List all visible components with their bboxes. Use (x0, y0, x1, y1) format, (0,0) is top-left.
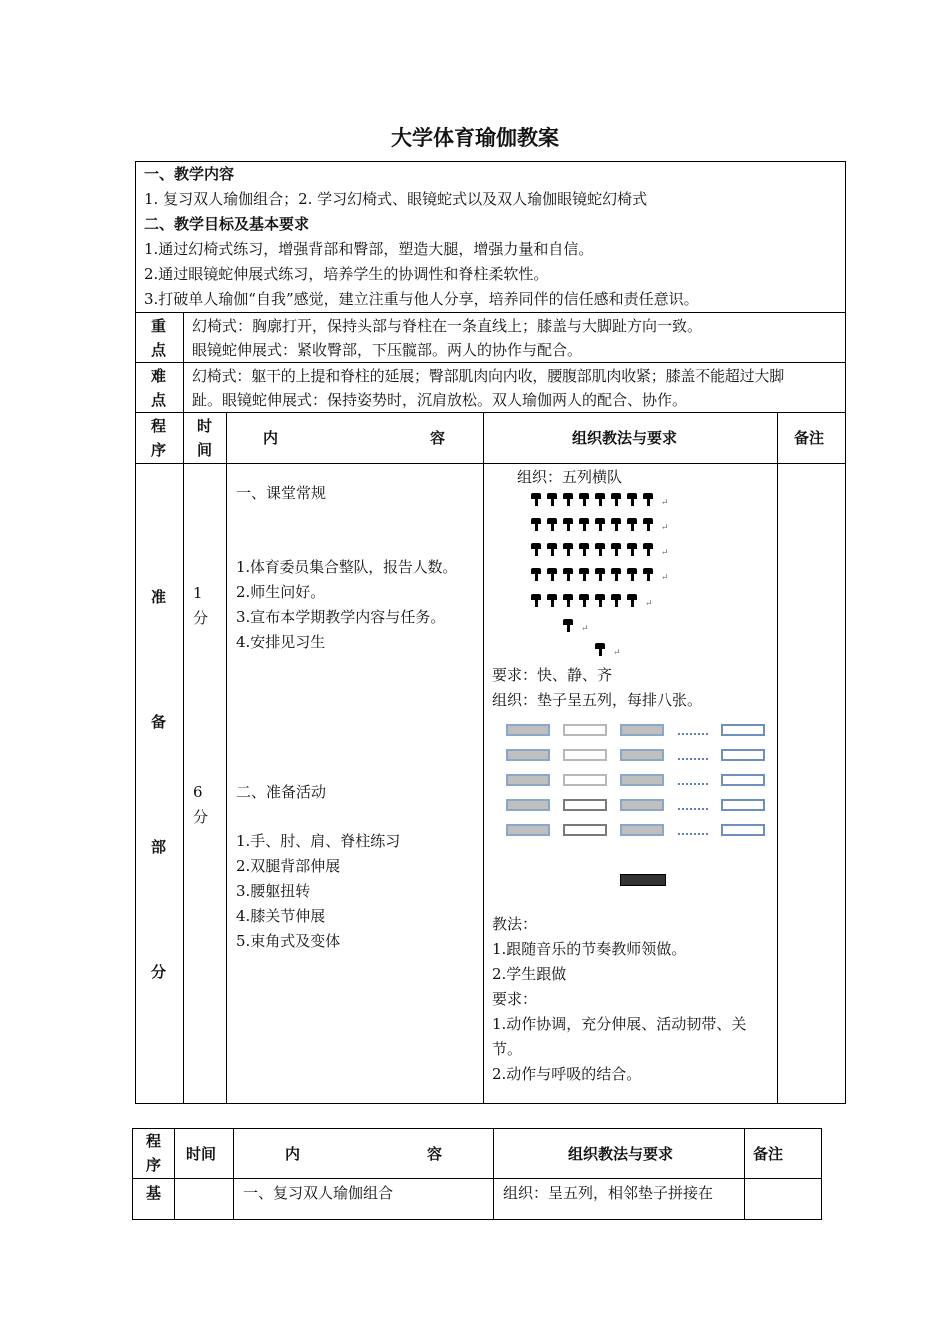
method-line: 教法： (492, 915, 538, 933)
mat-ellipsis (678, 733, 708, 735)
student-icon (611, 568, 621, 581)
yoga-mat (620, 724, 664, 736)
part2-item: 4.膝关节伸展 (236, 907, 326, 925)
yoga-mat (721, 824, 765, 836)
student-icon (579, 543, 589, 556)
part1-item: 1.体育委员集合整队，报告人数。 (236, 558, 458, 576)
key-points-label: 重 (151, 317, 167, 335)
yoga-mat (506, 824, 550, 836)
mat-ellipsis (678, 758, 708, 760)
objective-item: 3.打破单人瑜伽“自我”感觉，建立注重与他人分享，培养同伴的信任感和责任意识。 (144, 290, 699, 308)
student-icon (531, 568, 541, 581)
yoga-mat (506, 724, 550, 736)
student-icon (611, 493, 621, 506)
return-mark-icon: ↵ (581, 624, 589, 634)
student-icon (595, 594, 605, 607)
yoga-mat (721, 799, 765, 811)
student-icon (563, 543, 573, 556)
student-icon (563, 493, 573, 506)
section1-line: 1. 复习双人瑜伽组合；2. 学习幻椅式、眼镜蛇式以及双人瑜伽眼镜蛇幻椅式 (144, 190, 648, 208)
page-title: 大学体育瑜伽教案 (391, 126, 559, 150)
yoga-mat (620, 774, 664, 786)
student-icon (643, 568, 653, 581)
student-icon (547, 518, 557, 531)
student-icon (627, 594, 637, 607)
student-icon (611, 594, 621, 607)
yoga-mat (620, 824, 664, 836)
yoga-mat (563, 824, 607, 836)
method-line: 1.动作协调，充分伸展、活动韧带、关 (492, 1015, 747, 1033)
student-icon (595, 568, 605, 581)
difficulty-line: 趾。眼镜蛇伸展式：保持姿势时，沉肩放松。双人瑜伽两人的配合、协作。 (192, 391, 688, 409)
header-seq: 序 (151, 441, 167, 459)
section1-heading: 一、教学内容 (144, 165, 235, 183)
yoga-mat (721, 724, 765, 736)
yoga-mat (563, 724, 607, 736)
objective-item: 1.通过幻椅式练习，增强背部和臀部，塑造大腿，增强力量和自信。 (144, 240, 594, 258)
student-icon (595, 493, 605, 506)
student-icon (547, 594, 557, 607)
header-content: 容 (430, 429, 446, 447)
part1-item: 4.安排见习生 (236, 633, 326, 651)
method-line: 1.跟随音乐的节奏教师领做。 (492, 940, 687, 958)
difficulty-line: 幻椅式：躯干的上提和脊柱的延展；臀部肌肉向内收，腰腹部肌肉收紧；膝盖不能超过大脚 (192, 367, 785, 385)
yoga-mat (620, 749, 664, 761)
part2-title: 二、准备活动 (236, 783, 327, 801)
student-icon (595, 643, 605, 656)
yoga-mat (721, 749, 765, 761)
method-line: 2.学生跟做 (492, 965, 567, 983)
t2-header-seq: 程 (146, 1132, 162, 1150)
student-icon (595, 543, 605, 556)
part2-item: 2.双腿背部伸展 (236, 857, 341, 875)
part1-title: 一、课堂常规 (236, 484, 327, 502)
student-icon (531, 518, 541, 531)
time-unit: 分 (193, 609, 209, 627)
objective-item: 2.通过眼镜蛇伸展式练习，培养学生的协调性和脊柱柔软性。 (144, 265, 549, 283)
yoga-mat (563, 774, 607, 786)
yoga-mat (506, 799, 550, 811)
student-icon (547, 543, 557, 556)
mat-org-line: 组织：垫子呈五列，每排八张。 (492, 691, 703, 709)
t2-row-content: 一、复习双人瑜伽组合 (243, 1184, 394, 1202)
time-unit: 分 (193, 808, 209, 826)
prep-seq-char: 准 (151, 588, 167, 606)
return-mark-icon: ↵ (613, 648, 621, 658)
time-value: 6 (193, 783, 203, 801)
key-point-line: 眼镜蛇伸展式：紧收臀部，下压髋部。两人的协作与配合。 (192, 341, 583, 359)
yoga-mat (721, 774, 765, 786)
header-time: 间 (197, 441, 213, 459)
student-icon (643, 518, 653, 531)
part1-item: 3.宣布本学期教学内容与任务。 (236, 608, 446, 626)
yoga-mat (506, 774, 550, 786)
prep-seq-char: 备 (151, 713, 167, 731)
difficulties-label: 点 (151, 391, 167, 409)
mat-ellipsis (678, 833, 708, 835)
student-icon (547, 493, 557, 506)
student-icon (531, 543, 541, 556)
key-point-line: 幻椅式：胸廓打开，保持头部与脊柱在一条直线上；膝盖与大脚趾方向一致。 (192, 317, 703, 335)
student-icon (579, 518, 589, 531)
t2-row-method: 组织：呈五列，相邻垫子拼接在 (503, 1184, 714, 1202)
difficulties-label: 难 (151, 367, 167, 385)
mat-ellipsis (678, 783, 708, 785)
student-icon (547, 568, 557, 581)
t2-header-content: 容 (427, 1145, 443, 1163)
method-line: 节。 (492, 1040, 523, 1058)
student-icon (643, 543, 653, 556)
student-icon (627, 543, 637, 556)
header-note: 备注 (794, 429, 825, 447)
student-icon (531, 493, 541, 506)
method-line: 2.动作与呼吸的结合。 (492, 1065, 642, 1083)
return-mark-icon: ↵ (661, 498, 669, 508)
student-icon (531, 594, 541, 607)
return-mark-icon: ↵ (661, 573, 669, 583)
part2-item: 1.手、肘、肩、脊柱练习 (236, 832, 401, 850)
student-icon (627, 568, 637, 581)
student-icon (611, 518, 621, 531)
student-icon (563, 594, 573, 607)
student-icon (611, 543, 621, 556)
student-icon (579, 493, 589, 506)
teacher-mat (620, 874, 666, 886)
t2-header-note: 备注 (753, 1145, 784, 1163)
prep-seq-char: 分 (151, 963, 167, 981)
org-title: 组织：五列横队 (517, 468, 623, 486)
student-icon (627, 493, 637, 506)
t2-header-content: 内 (285, 1145, 301, 1163)
method-line: 要求： (492, 990, 538, 1008)
t2-header-time: 时间 (186, 1145, 217, 1163)
t2-header-seq: 序 (146, 1156, 162, 1174)
part2-item: 3.腰躯扭转 (236, 882, 311, 900)
mat-ellipsis (678, 808, 708, 810)
return-mark-icon: ↵ (661, 548, 669, 558)
student-icon (563, 568, 573, 581)
student-icon (595, 518, 605, 531)
yoga-mat (563, 799, 607, 811)
part2-item: 5.束角式及变体 (236, 932, 341, 950)
prep-seq-char: 部 (151, 838, 167, 856)
t2-row-seq: 基 (146, 1184, 162, 1202)
lesson-table-2 (132, 1128, 822, 1220)
header-time: 时 (197, 417, 213, 435)
student-icon (579, 568, 589, 581)
header-seq: 程 (151, 417, 167, 435)
student-icon (643, 493, 653, 506)
yoga-mat (620, 799, 664, 811)
yoga-mat (563, 749, 607, 761)
student-icon (627, 518, 637, 531)
part1-item: 2.师生问好。 (236, 583, 326, 601)
time-value: 1 (193, 584, 203, 602)
key-points-label: 点 (151, 341, 167, 359)
section2-heading: 二、教学目标及基本要求 (144, 215, 310, 233)
student-icon (563, 619, 573, 632)
student-icon (563, 518, 573, 531)
return-mark-icon: ↵ (661, 523, 669, 533)
header-content: 内 (263, 429, 279, 447)
header-method: 组织教法与要求 (572, 429, 678, 447)
t2-header-method: 组织教法与要求 (568, 1145, 674, 1163)
student-icon (579, 594, 589, 607)
return-mark-icon: ↵ (645, 599, 653, 609)
yoga-mat (506, 749, 550, 761)
requirement-line: 要求：快、静、齐 (492, 666, 613, 684)
